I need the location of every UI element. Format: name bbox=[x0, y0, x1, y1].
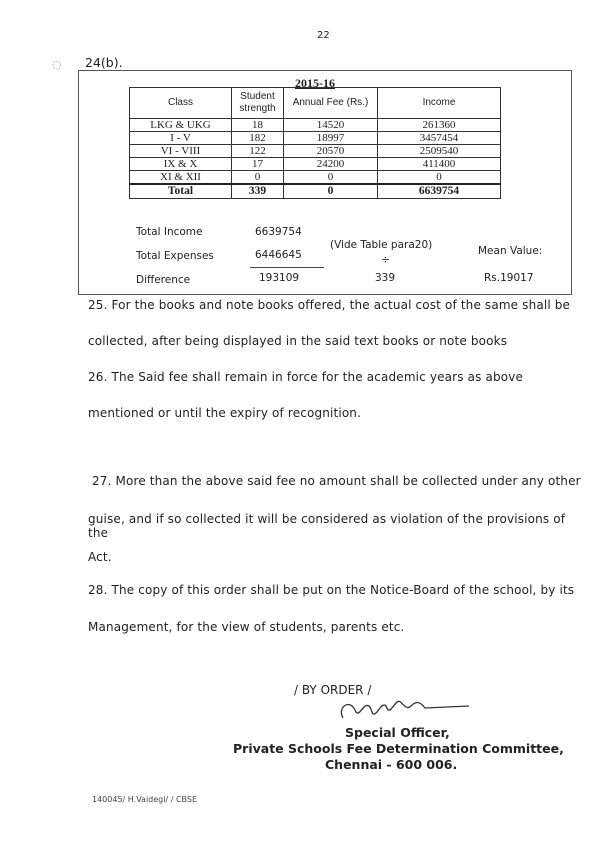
cell: IX & X bbox=[130, 158, 232, 171]
cell: 0 bbox=[284, 184, 378, 199]
cell: VI - VIII bbox=[130, 145, 232, 158]
col-header: Class bbox=[130, 88, 232, 119]
col-header: Annual Fee (Rs.) bbox=[284, 88, 378, 119]
divide-sign: ÷ bbox=[381, 254, 390, 266]
table-row bbox=[130, 132, 501, 145]
cell: I - V bbox=[130, 132, 232, 145]
cell: 339 bbox=[232, 184, 284, 199]
para-27-line-2: guise, and if so collected it will be considered as violation of the provisions of the bbox=[88, 512, 566, 540]
total-expenses-label: Total Expenses bbox=[136, 250, 214, 262]
scan-mark: ◌ bbox=[52, 58, 62, 71]
para-ref: 24(b). bbox=[85, 55, 123, 70]
cell: 0 bbox=[378, 171, 501, 185]
cell: 411400 bbox=[378, 158, 501, 171]
cell: Total bbox=[130, 184, 232, 199]
difference-label: Difference bbox=[136, 274, 191, 286]
para-25-line-1: 25. For the books and note books offered, the actual cost of the same shall be bbox=[88, 298, 571, 312]
para-28-line-1: 28. The copy of this order shall be put on the Notice-Board of the school, by its bbox=[88, 583, 575, 597]
para-26-line-2: mentioned or until the expiry of recognition. bbox=[88, 406, 362, 420]
cell: 261360 bbox=[378, 119, 501, 132]
cell: 18997 bbox=[284, 132, 378, 145]
cell: LKG & UKG bbox=[130, 119, 232, 132]
cell: 3457454 bbox=[378, 132, 501, 145]
para-27-line-3: Act. bbox=[88, 550, 112, 564]
table-total-row bbox=[130, 184, 501, 199]
cell: 6639754 bbox=[378, 184, 501, 199]
officer-title: Special Officer, bbox=[345, 725, 450, 740]
subtraction-line bbox=[250, 267, 324, 268]
by-order: / BY ORDER / bbox=[294, 683, 372, 697]
cell: 0 bbox=[232, 171, 284, 185]
table-row bbox=[130, 158, 501, 171]
para-26-line-1: 26. The Said fee shall remain in force for the academic years as above bbox=[88, 370, 524, 384]
para-28-line-2: Management, for the view of students, parents etc. bbox=[88, 620, 405, 634]
cell: 17 bbox=[232, 158, 284, 171]
total-income-label: Total Income bbox=[136, 226, 203, 238]
signature-scribble bbox=[335, 688, 475, 728]
committee-name: Private Schools Fee Determination Committee, bbox=[233, 741, 564, 756]
vide-note: (Vide Table para20) bbox=[330, 239, 433, 251]
table-row bbox=[130, 145, 501, 158]
cell: 20570 bbox=[284, 145, 378, 158]
divisor-value: 339 bbox=[375, 272, 396, 284]
fee-table bbox=[129, 87, 501, 199]
para-25-line-2: collected, after being displayed in the said text books or note books bbox=[88, 334, 508, 348]
table-header-row bbox=[130, 88, 501, 119]
page-number: 22 bbox=[317, 30, 330, 41]
cell: 122 bbox=[232, 145, 284, 158]
col-header: Student strength bbox=[232, 88, 284, 119]
mean-value: Rs.19017 bbox=[484, 272, 534, 284]
mean-label: Mean Value: bbox=[478, 245, 543, 257]
table-title: 2015-16 bbox=[295, 76, 335, 90]
cell: 24200 bbox=[284, 158, 378, 171]
para-27-line-1: 27. More than the above said fee no amount shall be collected under any other bbox=[92, 474, 581, 488]
cell: 14520 bbox=[284, 119, 378, 132]
difference-value: 193109 bbox=[259, 272, 300, 284]
cell: XI & XII bbox=[130, 171, 232, 185]
table-row bbox=[130, 171, 501, 185]
cell: 2509540 bbox=[378, 145, 501, 158]
total-expenses-value: 6446645 bbox=[255, 249, 302, 261]
col-header: Income bbox=[378, 88, 501, 119]
cell: 0 bbox=[284, 171, 378, 185]
cell: 18 bbox=[232, 119, 284, 132]
cell: 182 bbox=[232, 132, 284, 145]
table-row bbox=[130, 119, 501, 132]
committee-city: Chennai - 600 006. bbox=[325, 757, 458, 772]
total-income-value: 6639754 bbox=[255, 226, 302, 238]
footer-reference: 140045/ H.Vaidegi/ / CBSE bbox=[92, 795, 198, 804]
